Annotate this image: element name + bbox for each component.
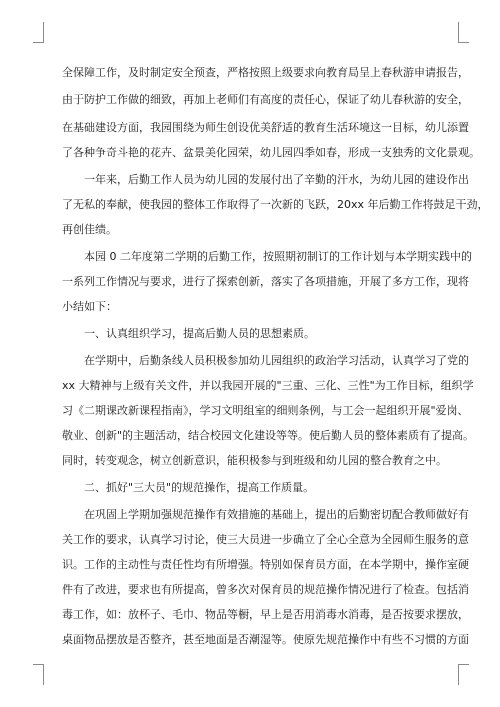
body-text-line: 毒工作，如：放杯子、毛巾、物品等橱，早上是否用消毒水消毒，是否按要求摆放， bbox=[62, 608, 469, 621]
body-text-line: 同时，转变观念，树立创新意识，能积极参与到班级和幼儿园的整合教育之中。 bbox=[62, 454, 447, 467]
body-text-line: 一系列工作情况与要求，进行了探索创新，落实了各项措施，开展了多方工作，现将 bbox=[62, 275, 469, 288]
corner-mark-top-left bbox=[33, 22, 44, 43]
section-heading: 二、抓好"三大员"的规范操作，提高工作质量。 bbox=[84, 481, 315, 494]
body-text-line: 件有了改进，要求也有所提高，曾多次对保育员的规范操作情况进行了检查。包括消 bbox=[62, 583, 469, 596]
body-text-line: 全保障工作，及时制定安全预查，严格按照上级要求向教育局呈上春秋游申请报告， bbox=[62, 66, 469, 79]
body-text-line: 再创佳绩。 bbox=[62, 223, 117, 236]
body-text-line: 了无私的奉献，使我园的整体工作取得了一次新的飞跃，20xx 年后勤工作将鼓足干劲， bbox=[62, 198, 489, 211]
corner-mark-bottom-right bbox=[458, 664, 469, 685]
body-text-line: 由于防护工作做的细致，再加上老师们有高度的责任心，保证了幼儿春秋游的安全， bbox=[62, 93, 469, 106]
body-text-line: 在基础建设方面，我园围绕为师生创设优美舒适的教育生活环境这一目标，幼儿添置 bbox=[62, 121, 469, 134]
corner-mark-top-right bbox=[458, 22, 469, 43]
body-text-line: 敬业、创新"的主题活动，结合校园文化建设等等。使后勤人员的整体素质有了提高。 bbox=[62, 429, 475, 442]
body-text-line: 关工作的要求，认真学习讨论，使三大员进一步确立了全心全意为全园师生服务的意 bbox=[62, 533, 469, 546]
corner-mark-bottom-left bbox=[33, 664, 44, 685]
body-text-line: 了各种争奇斗艳的花卉、盆景美化园荣，幼儿园四季如春，形成一支独秀的文化景观。 bbox=[62, 146, 480, 159]
body-text-line: 在学期中，后勤条线人员积极参加幼儿园组织的政治学习活动，认真学习了党的 bbox=[84, 354, 469, 367]
body-text-line: 一年来，后勤工作人员为幼儿园的发展付出了辛勤的汗水，为幼儿园的建设作出 bbox=[84, 173, 469, 186]
body-text-line: 小结如下： bbox=[62, 300, 117, 313]
body-text-line: 桌面物品摆放是否整齐，甚至地面是否潮湿等。使原先规范操作中有些不习惯的方面 bbox=[62, 633, 469, 646]
body-text-line: 在巩固上学期加强规范操作有效措施的基础上，提出的后勤密切配合教师做好有 bbox=[84, 508, 469, 521]
body-text-line: 习《二期课改新课程指南》，学习文明组室的细则条例，与工会一起组织开展"爱岗、 bbox=[62, 404, 469, 417]
section-heading: 一、认真组织学习，提高后勤人员的思想素质。 bbox=[84, 327, 315, 340]
body-text-line: xx 大精神与上级有关文件，并以我园开展的"三重、三化、三性"为工作目标，组织学 bbox=[62, 379, 474, 392]
body-text-line: 识。工作的主动性与责任性均有所增强。特别如保育员方面，在本学期中，操作室硬 bbox=[62, 558, 469, 571]
body-text-line: 本园 0 二年度第二学期的后勤工作，按照期初制订的工作计划与本学期实践中的 bbox=[84, 250, 472, 263]
